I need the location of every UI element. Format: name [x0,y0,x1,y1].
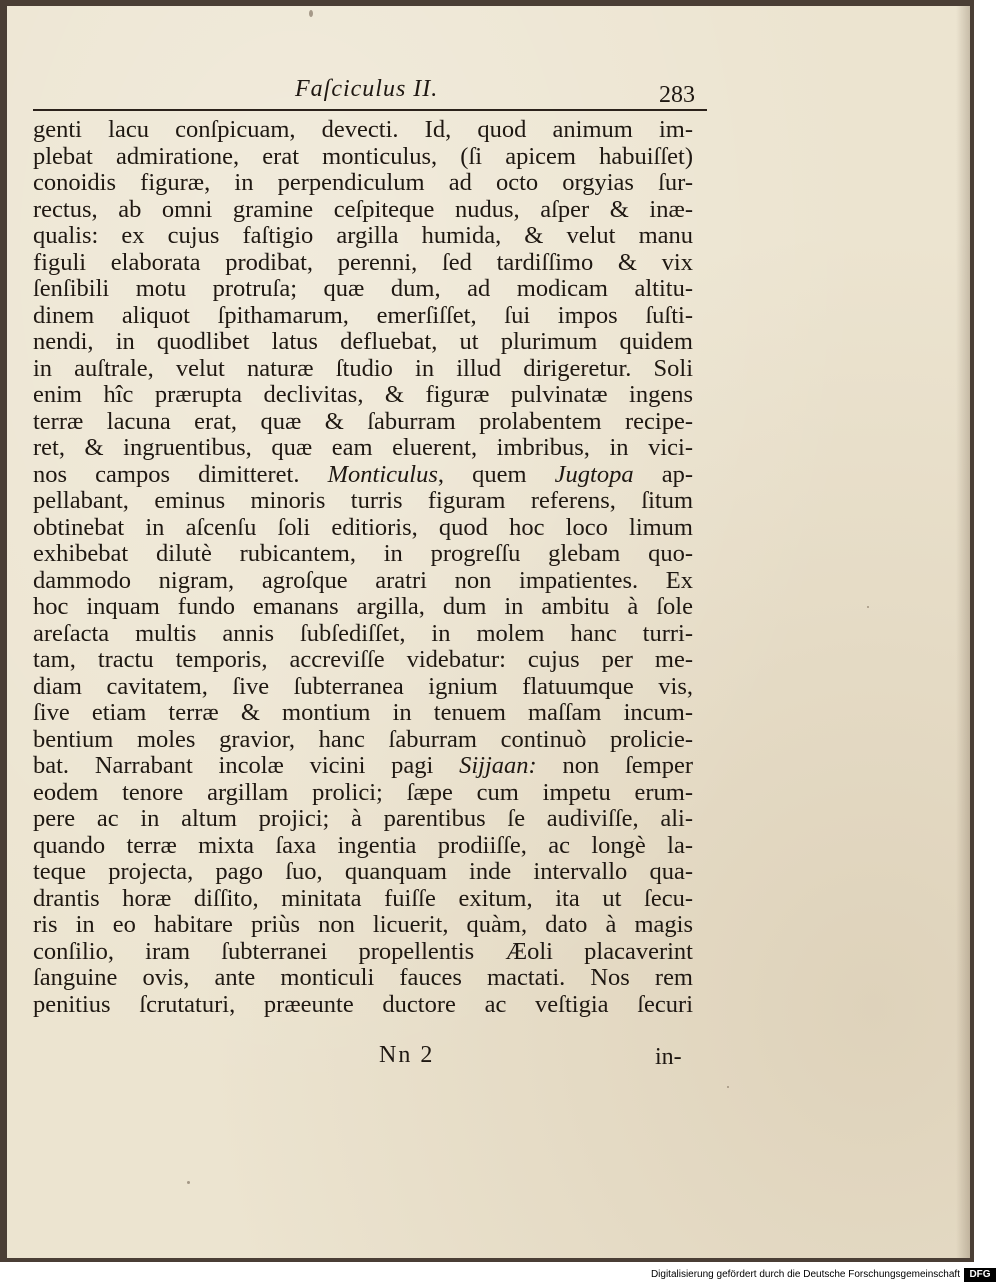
line-segment: ſanguine ovis, ante monticuli fauces mactati. [33,964,566,991]
text-line-mixed [33,965,693,992]
text-line: diam cavitatem, ſive ſubterranea ignium flatuumque vis, [33,672,693,700]
text-line: ſive etiam terræ & montium in tenuem maſſam incum- [33,699,693,726]
line-segment: , quem [437,460,527,488]
line-segment: non ſemper [562,752,694,779]
italic-term: Monticulus [327,460,438,488]
italic-term: Sijjaan: [459,752,537,779]
text-line: rectus, ab omni gramine ceſpiteque nudus, aſper & inæ- [33,195,693,223]
text-line: dinem aliquot ſpithamarum, emerſiſſet, ſui impos ſuſti- [33,301,693,329]
digitization-credit [600,1265,1000,1285]
text-line-mixed [33,753,693,780]
text-line: drantis horæ diſſito, minitata fuiſſe exitum, ita ut ſecu- [33,884,693,912]
line-segment: Nos rem [590,964,693,991]
catchword: in- [655,1044,682,1070]
text-line: tam, tractu temporis, accreviſſe videbatur: cujus per me- [33,646,693,673]
text-line: eodem tenore argillam prolici; ſæpe cum impetu erum- [33,778,693,806]
text-line: ris in eo habitare priùs non licuerit, quàm, dato à magis [33,911,693,938]
text-line: exhibebat dilutè rubicantem, in progreſſu glebam quo- [33,540,693,567]
text-line: obtinebat in aſcenſu ſoli editioris, quod hoc loco limum [33,513,693,541]
text-line: pellabant, eminus minoris turris figuram referens, ſitum [33,487,693,514]
text-line: conoidis figuræ, in perpendiculum ad octo orgyias ſur- [33,169,693,196]
text-line: conſilio, iram ſubterranei propellentis Æoli placaverint [33,937,693,965]
book-page [7,6,970,1258]
text-line: in auſtrale, velut naturæ ſtudio in illud dirigeretur. Soli [33,354,693,382]
dfg-logo: DFG [964,1268,996,1282]
text-line: nendi, in quodlibet latus defluebat, ut plurimum quidem [33,328,693,355]
text-line: penitius ſcrutaturi, præeunte ductore ac veſtigia ſecuri [33,990,693,1018]
credit-text: Digitalisierung gefördert durch die Deutsche Forschungsgemeinschaft [650,1269,960,1280]
line-segment: ap- [661,460,694,488]
text-line: enim hîc prærupta declivitas, & figuræ pulvinatæ ingens [33,381,693,408]
text-line: ſenſibili motu protruſa; quæ dum, ad modicam altitu- [33,275,693,302]
line-segment: bat. [33,752,70,779]
page-footer [33,1042,693,1072]
running-title: Faſciculus II. [295,76,439,102]
text-line: areſacta multis annis ſubſediſſet, in molem hanc turri- [33,619,693,647]
line-segment: Narrabant incolæ vicini pagi [94,752,434,779]
page-number: 283 [659,82,695,108]
text-line-mixed [33,462,693,489]
signature-mark: Nn 2 [379,1042,435,1068]
text-line: figuli elaborata prodibat, perenni, ſed tardiſſimo & vix [33,248,693,276]
text-line: dammodo nigram, agroſque aratri non impatientes. Ex [33,566,693,594]
running-head [33,76,707,110]
text-line: terræ lacuna erat, quæ & ſaburram prolabentem recipe- [33,407,693,435]
text-line: quando terræ mixta ſaxa ingentia prodiiſſe, ac longè la- [33,831,693,859]
body-text [33,117,693,1018]
text-line: plebat admiratione, erat monticulus, (ſi apicem habuiſſet) [33,142,693,170]
text-line: teque projecta, pago ſuo, quanquam inde intervallo qua- [33,858,693,885]
text-line: bentium moles gravior, hanc ſaburram continuò prolicie- [33,725,693,753]
line-segment: nos campos dimitteret. [33,460,300,488]
text-line: hoc inquam fundo emanans argilla, dum in ambitu à ſole [33,593,693,620]
italic-term: Jugtopa [554,460,634,488]
page-edge-shadow [956,6,970,1258]
header-rule [33,109,707,111]
text-line: ret, & ingruentibus, quæ eam eluerent, imbribus, in vici- [33,434,693,461]
text-line: qualis: ex cujus faſtigio argilla humida, & velut manu [33,222,693,249]
text-line: pere ac in altum projici; à parentibus ſe audiviſſe, ali- [33,805,693,832]
text-line: genti lacu conſpicuam, devecti. Id, quod animum im- [33,116,693,143]
